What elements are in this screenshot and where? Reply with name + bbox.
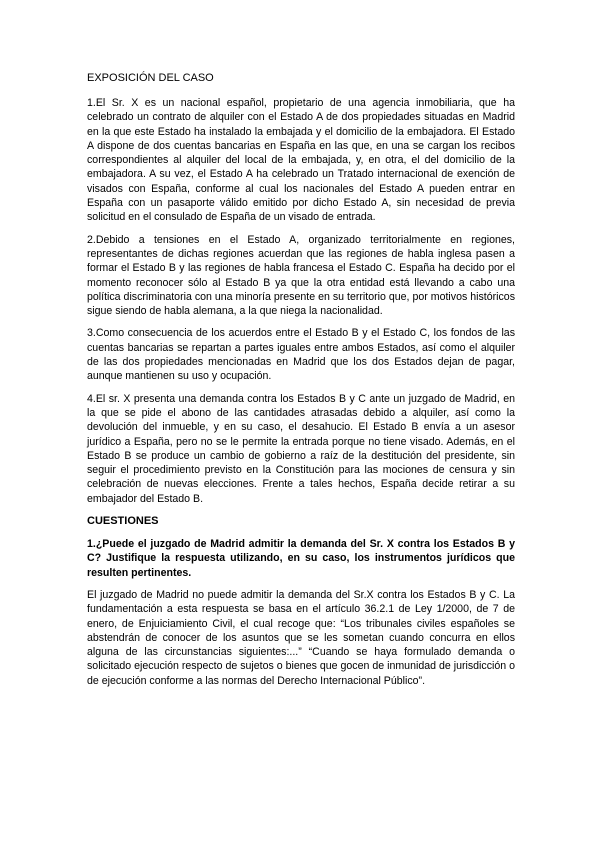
document-page — [87, 71, 515, 696]
question-1: 1.¿Puede el juzgado de Madrid admitir la demanda del Sr. X contra los Estados B y C? Justifique la respuesta utilizando, en su caso, los instrumentos jurídicos que resulten pertinentes. — [87, 538, 515, 579]
case-paragraph-4: 4.El sr. X presenta una demanda contra los Estados B y C ante un juzgado de Madrid, en la que se pide el abono de las cantidades atrasadas debido a alquiler, así como la devolución del inmueble, y en su caso, el desahucio. El Estado B envía a un asesor jurídico a España, pero no se le permite la entrada porque no tiene visado. Además, en el Estado B se produce un cambio de gobierno a raíz de la destitución del presidente, sin seguir el procedimiento previsto en la Constitución para las mociones de censura y sin celebración de nuevas elecciones. Frente a tales hechos, España decide retirar a su embajador del Estado B. — [87, 392, 515, 505]
document-heading: EXPOSICIÓN DEL CASO — [87, 72, 214, 84]
case-paragraph-3: 3.Como consecuencia de los acuerdos entre el Estado B y el Estado C, los fondos de las cuentas bancarias se repartan a partes iguales entre ambos Estados, así como el alquiler de las dos propiedades mencionadas en Madrid que los dos Estados dejan de pagar, aunque mantienen su uso y ocupación. — [87, 327, 515, 383]
answer-1: El juzgado de Madrid no puede admitir la demanda del Sr.X contra los Estados B y C. La fundamentación a esta respuesta se basa en el artículo 36.2.1 de Ley 1/2000, de 7 de enero, de Enjuiciamiento Civil, el cual recoge que: “Los tribunales civiles españoles se abstendrán de conocer de los asuntos que se les sometan cuando concurra en ellos alguna de las circunstancias siguientes:...” “Cuando se haya formulado demanda o solicitado ejecución respecto de sujetos o bienes que gocen de inmunidad de jurisdicción o de ejecución conforme a las normas del Derecho Internacional Público”. — [87, 588, 515, 687]
case-paragraph-2: 2.Debido a tensiones en el Estado A, organizado territorialmente en regiones, representantes de dichas regiones acuerdan que las regiones de habla inglesa pasen a formar el Estado B y las regiones de habla francesa el Estado C. España ha decido por el momento reconocer sólo al Estado B ya que la otra entidad está llevando a cabo una política discriminatoria con una minoría presente en su territorio que, por motivos históricos sigue siendo de habla alemana, a la que niega la nacionalidad. — [87, 233, 515, 318]
section-title: CUESTIONES — [87, 515, 159, 528]
case-paragraph-1: 1.El Sr. X es un nacional español, propietario de una agencia inmobiliaria, que ha celebrado un contrato de alquiler con el Estado A de dos propiedades situadas en Madrid en la que este Estado ha instalado la embajada y el domicilio de la embajadora. El Estado A dispone de dos cuentas bancarias en España en las que, en una se cargan los recibos correspondientes al alquiler del local de la embajada, y, en otra, el del domicilio de la embajadora. A su vez, el Estado A ha celebrado un Tratado internacional de exención de visados con España, conforme al cual los nacionales del Estado A pueden entrar en España con un pasaporte válido emitido por dicho Estado A, sin necesidad de previa solicitud en el consulado de España de un visado de entrada. — [87, 97, 515, 224]
